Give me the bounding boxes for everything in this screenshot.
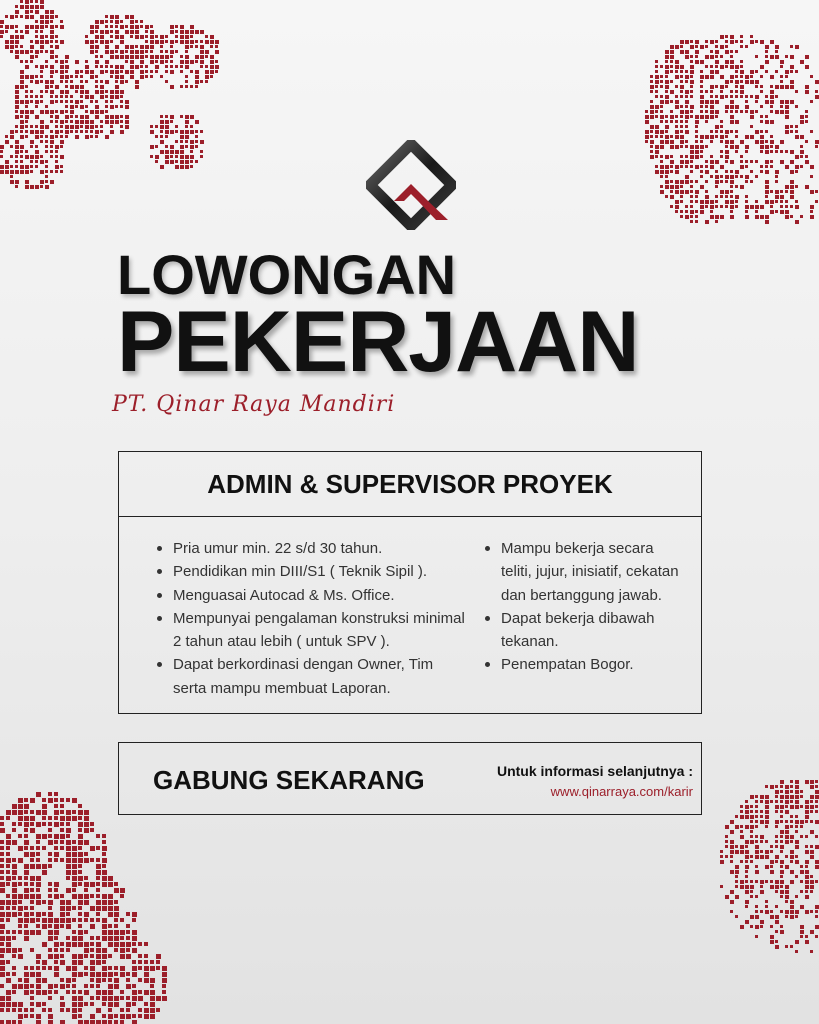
heading-line-1: LOWONGAN [117,243,457,306]
job-requirements-box [118,451,702,714]
requirements-list-left [155,537,465,700]
heading-line-2: PEKERJAAN [117,294,639,390]
list-item: Dapat berkordinasi dengan Owner, Tim serta mampu membuat Laporan. [155,653,465,700]
pixel-pattern-decoration-top-left [0,0,230,200]
join-now-label: GABUNG SEKARANG [153,765,425,795]
list-item: Mampu bekerja secara teliti, jujur, inisiatif, cekatan dan bertanggung jawab. [483,537,683,607]
call-to-action-box [118,742,702,815]
job-title: ADMIN & SUPERVISOR PROYEK [119,452,701,517]
requirements-list-right [483,537,683,677]
list-item: Menguasai Autocad & Ms. Office. [155,584,465,607]
list-item: Pendidikan min DIII/S1 ( Teknik Sipil ). [155,560,465,583]
more-info-label: Untuk informasi selanjutnya : [496,763,693,779]
list-item: Mempunyai pengalaman konstruksi minimal 2 tahun atau lebih ( untuk SPV ). [155,607,465,654]
company-name: PT. Qinar Raya Mandiri [112,392,396,417]
pixel-pattern-decoration-bottom-right [715,745,819,985]
pixel-pattern-decoration-bottom-left [0,780,170,1024]
pixel-pattern-decoration-top-right [640,20,819,230]
list-item: Dapat bekerja dibawah tekanan. [483,607,683,654]
diamond-q-logo-icon [366,140,456,230]
list-item: Pria umur min. 22 s/d 30 tahun. [155,537,465,560]
list-item: Penempatan Bogor. [483,653,683,676]
career-url-link[interactable]: www.qinarraya.com/karir [550,784,693,799]
